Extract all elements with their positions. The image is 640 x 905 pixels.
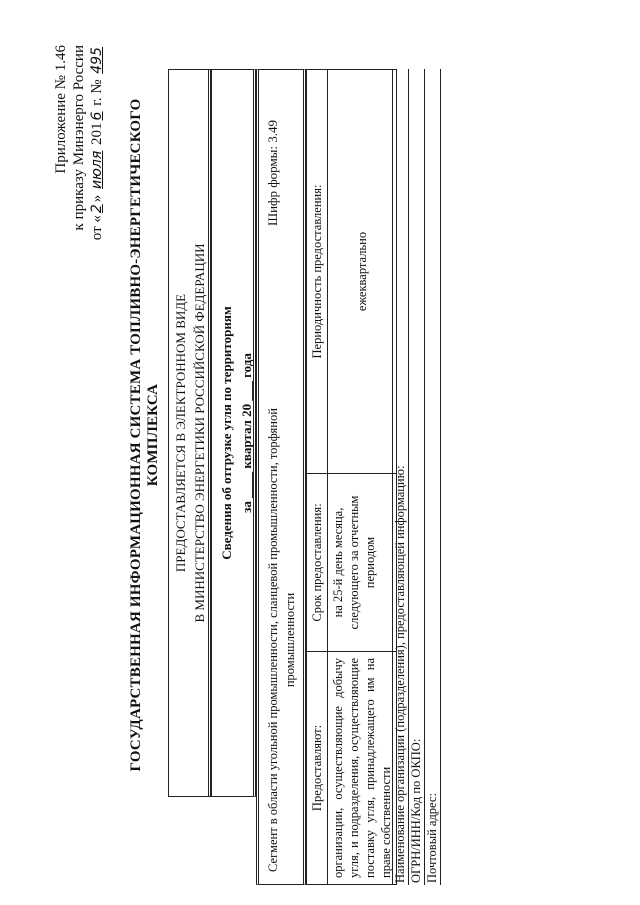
header-frequency: Периодичность предоставления: (307, 70, 328, 474)
notice-line-1: ПРЕДОСТАВЛЯЕТСЯ В ЭЛЕКТРОННОМ ВИДЕ (173, 293, 188, 573)
report-title: Сведения об отгрузке угля по территориям (219, 306, 234, 560)
submitters-text: организации, осуществляющие добычу угля, и подразделения, осуществляющие поставку угля, принадлежащего им на праве собственности (328, 652, 397, 885)
date-day-suffix: » (89, 194, 105, 203)
notice-line-2: В МИНИСТЕРСТВО ЭНЕРГЕТИКИ РОССИЙСКОЙ ФЕДЕРАЦИИ (192, 243, 207, 623)
handwritten-year: 6 (89, 111, 105, 121)
header-submitters: Предоставляют: (307, 652, 328, 885)
appendix-order-ref: к приказу Минэнерго России (71, 45, 87, 231)
order-number-prefix: г. № (89, 79, 105, 106)
organization-info (392, 69, 441, 885)
org-name-field: Наименование организации (подразделения), предоставляющей информацию: (392, 69, 409, 885)
org-ogrn-field: ОГРН/ИНН/Код по ОКПО: (409, 69, 425, 885)
deadline-text: на 25-й день месяца, следующего за отчетным периодом (328, 474, 397, 652)
appendix-number: Приложение № 1.46 (53, 45, 69, 174)
submission-table (306, 69, 397, 885)
org-address-field: Почтовый адрес: (425, 69, 441, 885)
report-period: за ____ квартал 20 ___ года (239, 353, 254, 513)
handwritten-month: июля (89, 150, 105, 189)
report-title-block (208, 69, 256, 797)
system-title: ГОСУДАРСТВЕННАЯ ИНФОРМАЦИОННАЯ СИСТЕМА ТОПЛИВНО-ЭНЕРГЕТИЧЕСКОГО КОМПЛЕКСА (128, 98, 161, 772)
frequency-text: ежеквартально (328, 70, 397, 474)
segment-description: Сегмент в области угольной промышленности, сланцевой промышленности, торфяной промышленности (266, 408, 297, 872)
handwritten-day: 2 (89, 204, 105, 214)
date-prefix: от « (89, 215, 105, 241)
table-row (328, 70, 397, 885)
table-header-row (307, 70, 328, 885)
year-prefix: 201 (89, 122, 105, 145)
segment-row (256, 69, 306, 885)
form-code: Шифр формы: 3.49 (265, 119, 280, 227)
handwritten-order-number: 495 (89, 47, 105, 74)
appendix-block (52, 45, 106, 345)
header-deadline: Срок предоставления: (307, 474, 328, 652)
appendix-order-date (88, 45, 106, 345)
electronic-submission-notice (168, 69, 212, 797)
